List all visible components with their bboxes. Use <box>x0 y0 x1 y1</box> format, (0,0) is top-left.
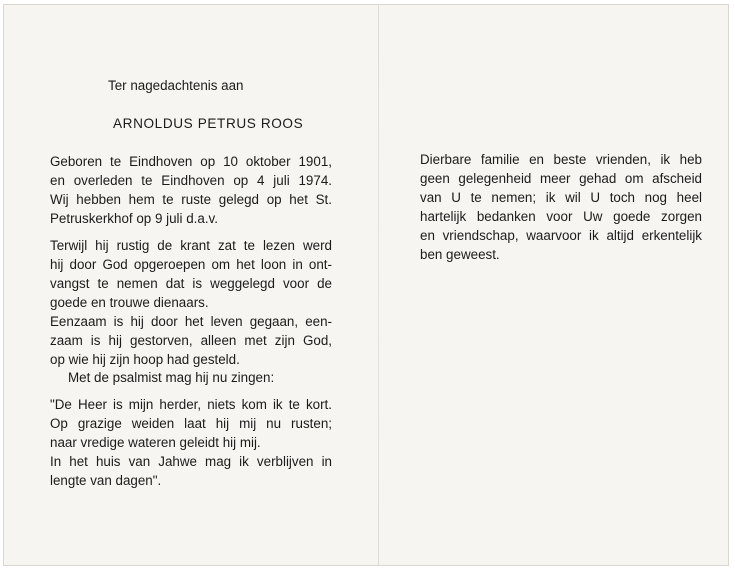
birth-line: Petruskerkhof op 9 juli d.a.v. <box>50 211 218 226</box>
passing-line: goede en trouwe dienaars. <box>50 295 209 310</box>
psalm-intro: Met de psalmist mag hij nu zingen: <box>68 370 275 385</box>
thanks-paragraph <box>420 150 702 264</box>
card-fold <box>378 4 379 566</box>
birth-line: Wij hebben hem te ruste gelegd op het St. <box>50 192 332 207</box>
passing-line: hij door God opgeroepen om het loon in ont- <box>50 257 332 272</box>
birth-line: en overleden te Eindhoven op 4 juli 1974. <box>50 173 332 188</box>
quote-line: Op grazige weiden laat hij mij nu rusten; <box>50 416 332 431</box>
quote-line: "De Heer is mijn herder, niets kom ik te kort. <box>50 397 332 412</box>
passing-paragraph <box>50 236 332 369</box>
passing-line: Eenzaam is hij door het leven gegaan, een- <box>50 314 332 329</box>
quote-line: lengte van dagen". <box>50 473 162 488</box>
psalm-quote <box>50 395 332 490</box>
deceased-name: ARNOLDUS PETRUS ROOS <box>113 116 304 131</box>
birth-line: Geboren te Eindhoven op 10 oktober 1901, <box>50 154 332 169</box>
thanks-line: geen gelegenheid meer gehad om afscheid <box>420 171 702 186</box>
passing-line: op wie hij zijn hoop had gesteld. <box>50 352 240 367</box>
passing-line: zaam is hij gestorven, alleen met zijn God, <box>50 333 332 348</box>
passing-line: Terwijl hij rustig de krant zat te lezen werd <box>50 238 332 253</box>
thanks-line: van U te nemen; ik wil U toch nog heel <box>420 190 702 205</box>
thanks-line: en vriendschap, waarvoor ik altijd erkentelijk <box>420 228 702 243</box>
thanks-line: hartelijk bedanken voor Uw goede zorgen <box>420 209 702 224</box>
intro-text: Ter nagedachtenis aan <box>108 78 244 93</box>
quote-line: In het huis van Jahwe mag ik verblijven in <box>50 454 332 469</box>
passing-line: vangst te nemen dat is weggelegd voor de <box>50 276 332 291</box>
thanks-line: ben geweest. <box>420 247 500 262</box>
thanks-line: Dierbare familie en beste vrienden, ik heb <box>420 152 702 167</box>
quote-line: naar vredige wateren geleidt hij mij. <box>50 435 261 450</box>
birth-paragraph <box>50 152 332 228</box>
